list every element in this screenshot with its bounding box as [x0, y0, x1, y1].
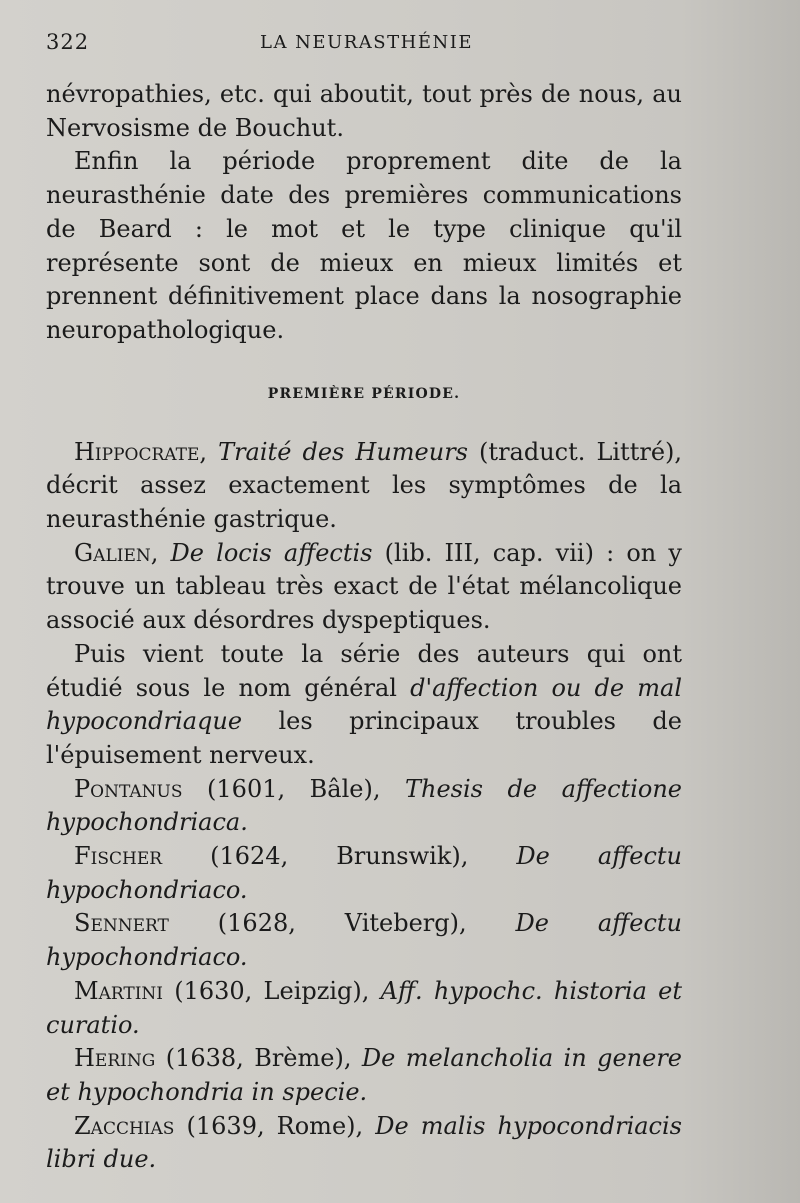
entry-meta: (1638, Brème), — [155, 1044, 362, 1073]
running-title: LA NEURASTHÉNIE — [260, 32, 473, 53]
entry-title: Aff. hypochc. historia et curatio. — [46, 976, 682, 1039]
page-number: 322 — [46, 30, 90, 54]
entry-text: (lib. III, cap. vii) : on y trouve un tableau très exact de l'état mélancolique associé aux désordres dyspeptiques. — [46, 538, 682, 635]
entry-text: (traduct. Littré), décrit assez exactement les symptômes de la neurasthénie gastrique. — [46, 437, 683, 534]
entry-meta: (1624, Brunswik), — [162, 842, 517, 871]
entry-meta: (1639, Rome), — [174, 1111, 376, 1140]
entry-title: Traité des Humeurs — [218, 437, 468, 466]
entry-hippocrate: Hippocrate, Traité des Humeurs (traduct. Littré), décrit assez exactement les symptômes de la neurasthénie gastrique. — [46, 437, 683, 534]
entry-meta: (1601, Bâle), — [182, 774, 405, 803]
paragraph-continuation: névropathies, etc. qui aboutit, tout près de nous, au Nervosisme de Bouchut. — [46, 80, 682, 142]
entry-martini — [46, 975, 682, 1042]
entry-pontanus — [46, 773, 682, 840]
entry-zacchias — [46, 1110, 682, 1177]
paragraph-italic: d'affection ou de mal hypocondriaque — [46, 673, 682, 736]
entry-title: De affectu hypochondriaco. — [46, 909, 682, 972]
entry-title: De affectu hypochondriaco. — [46, 842, 682, 904]
entry-hering — [46, 1042, 682, 1109]
paragraph-text-end: les principaux troubles de l'épuisement nerveux. — [46, 707, 682, 769]
entry-meta: (1628, Viteberg), — [168, 909, 516, 938]
entry-title: De locis affectis — [170, 538, 373, 567]
entry-author: Martini — [74, 976, 163, 1005]
entry-title: De melancholia in genere et hypochondria in specie. — [46, 1044, 682, 1106]
entry-author: Pontanus — [74, 774, 183, 803]
body-text — [46, 78, 682, 1177]
entry-sennert — [46, 907, 682, 974]
entry-author: Fischer — [74, 842, 163, 871]
entry-meta: (1630, Leipzig), — [163, 976, 381, 1005]
entry-author: Hippocrate — [74, 437, 200, 466]
entry-title: De malis hypocondriacis libri due. — [46, 1111, 682, 1174]
page-header — [46, 30, 686, 70]
entry-galien: Galien, De locis affectis (lib. III, cap. vii) : on y trouve un tableau très exact de l'état mélancolique associé aux désordres dyspeptiques. — [46, 538, 682, 635]
section-title: PREMIÈRE PÉRIODE. — [267, 385, 461, 402]
paragraph-beard: Enfin la période proprement dite de la neurasthénie date des premières communications de Beard : le mot et le type clinique qu'il représente sont de mieux en mieux limités et prennent définitivement place dans la nosographie neuropathologique. — [46, 147, 682, 344]
entry-author: Hering — [74, 1044, 156, 1073]
entry-author: Galien — [74, 538, 151, 567]
paragraph-hypocondrie — [46, 638, 682, 773]
entry-title: Thesis de affectione hypochondriaca. — [46, 774, 682, 837]
entry-fischer — [46, 840, 682, 907]
paragraph-text: Puis vient toute la série des auteurs qui ont étudié sous le nom général — [46, 639, 682, 702]
entry-author: Zacchias — [74, 1111, 175, 1140]
entry-author: Sennert — [74, 909, 169, 938]
